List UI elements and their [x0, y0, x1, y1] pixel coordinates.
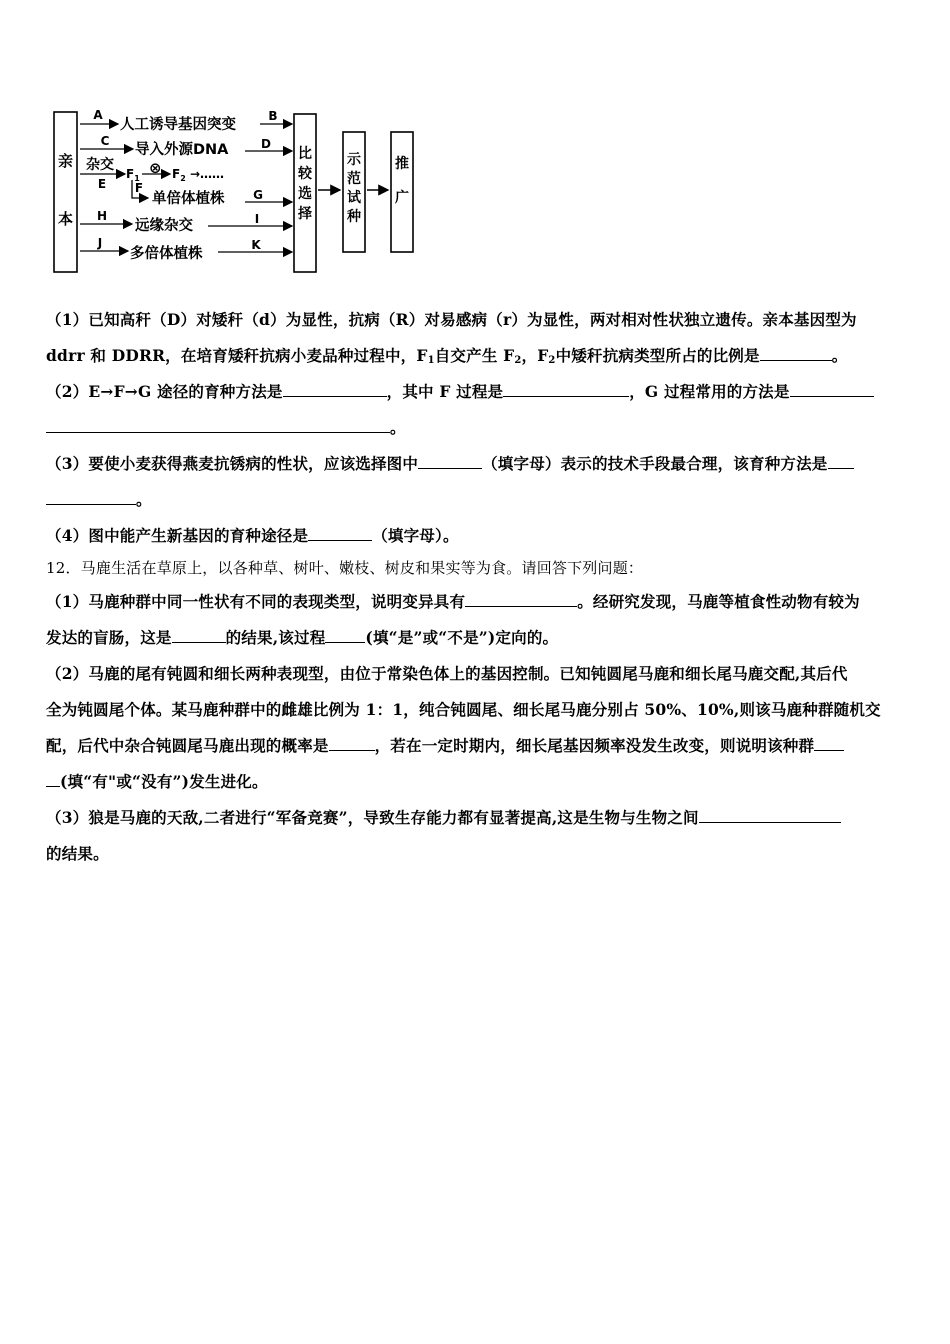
letter-j: J [97, 236, 103, 250]
q12-part3-line1 [46, 800, 916, 836]
parent-box-label-2: 本 [57, 210, 74, 228]
answer-blank[interactable] [465, 588, 577, 607]
letter-k: K [251, 238, 261, 252]
text: (填“是”或“不是”)定向的。 [365, 628, 559, 647]
answer-blank[interactable] [46, 486, 136, 505]
q11-part1-line1: （1）已知高秆（D）对矮秆（d）为显性，抗病（R）对易感病（r）为显性，两对相对性状独立遗传。亲本基因型为 [46, 310, 857, 329]
q11-part3-line2 [46, 482, 916, 518]
letter-c: C [100, 134, 110, 148]
sub: 1 [427, 355, 435, 366]
answer-blank[interactable] [828, 450, 854, 469]
text: ，若在一定时期内，细长尾基因频率没发生改变，则说明该种群 [374, 736, 815, 755]
answer-blank[interactable] [283, 378, 387, 397]
text: 。 [390, 418, 406, 437]
q12-part1-line2 [46, 620, 916, 656]
vertical-char: 种 [347, 209, 361, 225]
vertical-char: 广 [395, 190, 409, 206]
text: 发达的盲肠，这是 [46, 628, 172, 647]
text: 的结果,该过程 [225, 628, 326, 647]
compare-box-label [297, 146, 313, 222]
text: ，其中 F 过程是 [386, 382, 504, 401]
label-mutation: 人工诱导基因突变 [120, 117, 236, 133]
label-hybrid: 杂交 [86, 157, 114, 173]
q12-part2-line2: 全为钝圆尾个体。某马鹿种群中的雌雄比例为 1：1，纯合钝圆尾、细长尾马鹿分别占 50%、10%,则该马鹿种群随机交 [46, 700, 881, 719]
selfing-symbol: ⊗ [149, 159, 162, 177]
answer-blank[interactable] [699, 804, 841, 823]
breeding-diagram [40, 100, 440, 285]
text: 。 [831, 346, 848, 365]
text: （2）E→F→G 途径的育种方法是 [46, 382, 283, 401]
text: 。 [136, 490, 152, 509]
label-haploid: 单倍体植株 [152, 191, 225, 207]
answer-blank[interactable] [329, 732, 375, 751]
text: ，F [521, 346, 549, 365]
answer-blank[interactable] [172, 624, 226, 643]
answer-blank[interactable] [46, 414, 390, 433]
q11-part1-line2 [46, 338, 916, 379]
answer-blank[interactable] [790, 378, 874, 397]
demo-box-label [346, 152, 362, 225]
letter-f: F [134, 181, 144, 195]
sub: 2 [514, 355, 522, 366]
answer-blank[interactable] [325, 624, 365, 643]
vertical-char: 推 [395, 156, 409, 172]
q12-part3-line2: 的结果。 [46, 844, 109, 863]
dots: →…… [190, 167, 225, 181]
label-distant-hybrid: 远缘杂交 [135, 218, 193, 234]
text: （1）马鹿种群中同一性状有不同的表现类型，说明变异具有 [46, 592, 466, 611]
text: （3）狼是马鹿的天敌,二者进行“军备竞赛”，导致生存能力都有显著提高,这是生物与生物之间 [46, 808, 699, 827]
vertical-char: 选 [298, 186, 312, 202]
vertical-char: 择 [298, 206, 312, 222]
answer-blank[interactable] [503, 378, 629, 397]
text: ，G 过程常用的方法是 [629, 382, 790, 401]
vertical-char: 试 [347, 190, 361, 206]
text: ddrr 和 DDRR，在培育矮秆抗病小麦品种过程中，F [46, 346, 428, 365]
letter-d: D [261, 137, 271, 151]
answer-blank[interactable] [308, 522, 372, 541]
q12-part1-line1 [46, 584, 916, 620]
letter-i: I [254, 212, 260, 226]
label-polyploid: 多倍体植株 [130, 246, 203, 262]
letter-h: H [96, 209, 108, 223]
vertical-char: 较 [298, 166, 312, 182]
q12-part2-line4 [46, 764, 916, 800]
text: （3）要使小麦获得燕麦抗锈病的性状，应该选择图中 [46, 454, 419, 473]
q11-part3-line1 [46, 446, 916, 482]
letter-g: G [253, 188, 263, 202]
letter-b: B [268, 109, 278, 123]
vertical-char: 范 [347, 171, 361, 187]
text: 配，后代中杂合钝圆尾马鹿出现的概率是 [46, 736, 329, 755]
f2-label: $F_2$ [172, 167, 186, 183]
q12-part2-line3 [46, 728, 916, 764]
q11-part2-line2 [46, 410, 916, 446]
text: （填字母）。 [372, 526, 459, 545]
q11-part4 [46, 518, 916, 554]
text: 。经研究发现，马鹿等植食性动物有较为 [577, 592, 860, 611]
q11-part2-line1 [46, 374, 916, 410]
f1-label: $F_1$ [126, 167, 140, 183]
text: 中矮秆抗病类型所占的比例是 [555, 346, 760, 365]
parent-box-label: 亲 [57, 152, 74, 170]
promote-box-label [395, 155, 409, 206]
letter-e: E [97, 177, 107, 191]
answer-blank[interactable] [814, 732, 844, 751]
label-foreign-dna: 导入外源DNA [135, 142, 229, 158]
vertical-char: 比 [298, 146, 312, 162]
q12-part2-line1: （2）马鹿的尾有钝圆和细长两种表现型，由位于常染色体上的基因控制。已知钝圆尾马鹿和细长尾马鹿交配,其后代 [46, 664, 848, 683]
answer-blank[interactable] [46, 768, 60, 787]
text: (填“有"或“没有”)发生进化。 [60, 772, 268, 791]
text: （4）图中能产生新基因的育种途径是 [46, 526, 309, 545]
vertical-char: 示 [347, 152, 361, 168]
q12-stem: 12．马鹿生活在草原上，以各种草、树叶、嫩枝、树皮和果实等为食。请回答下列问题： [46, 559, 644, 577]
answer-blank[interactable] [418, 450, 482, 469]
text: （填字母）表示的技术手段最合理，该育种方法是 [482, 454, 828, 473]
letter-a: A [93, 108, 103, 122]
parent-box [54, 112, 77, 272]
sub: 2 [548, 355, 556, 366]
text: 自交产生 F [434, 346, 515, 365]
answer-blank[interactable] [760, 342, 832, 361]
